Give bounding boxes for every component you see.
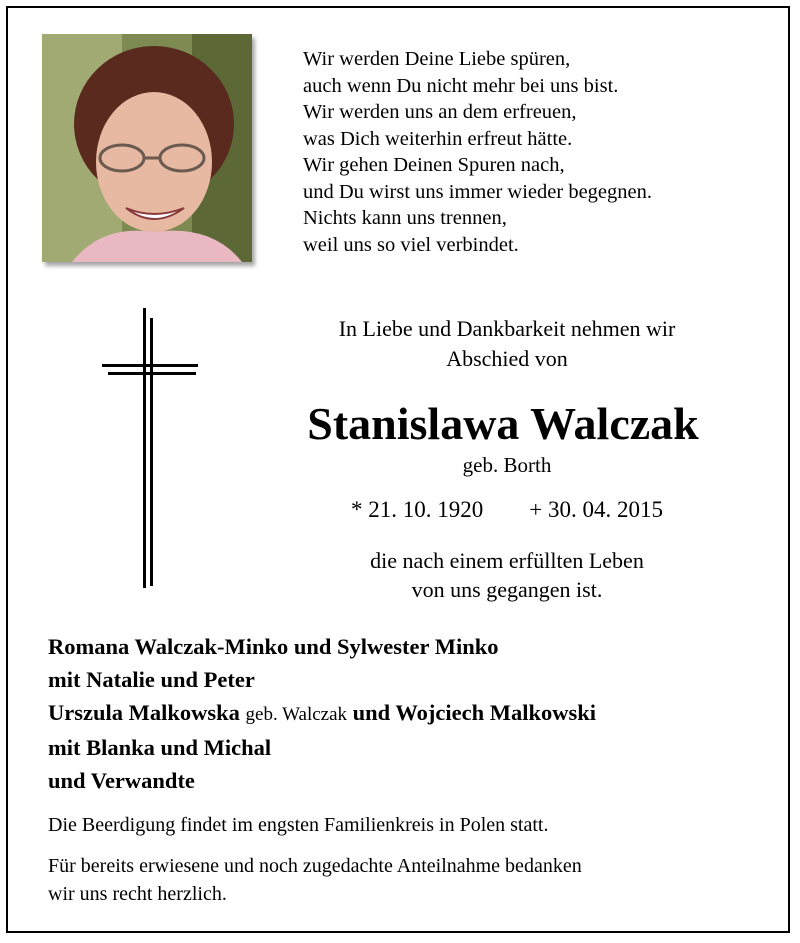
poem-line: auch wenn Du nicht mehr bei uns bist. xyxy=(303,74,619,97)
family-line: Romana Walczak-Minko und Sylwester Minko xyxy=(48,634,499,659)
poem-line: weil uns so viel verbindet. xyxy=(303,233,519,256)
thanks-line: wir uns recht herzlich. xyxy=(48,883,227,905)
thanks-note xyxy=(48,852,582,908)
thanks-line: Für bereits erwiesene und noch zugedachte Anteilnahme bedanken xyxy=(48,855,582,877)
deceased-name: Stanislawa Walczak xyxy=(307,398,699,449)
birth-date: * 21. 10. 1920 xyxy=(351,497,484,522)
family-line: und Verwandte xyxy=(48,768,195,793)
family-list xyxy=(48,630,778,797)
family-line: mit Natalie und Peter xyxy=(48,667,255,692)
cross-icon xyxy=(100,308,200,588)
portrait-photo xyxy=(42,34,252,262)
poem xyxy=(303,46,773,258)
family-line: mit Blanka und Michal xyxy=(48,735,272,760)
after-text xyxy=(240,546,774,604)
family-line xyxy=(48,696,778,731)
life-dates xyxy=(240,496,774,524)
intro-line: Abschied von xyxy=(446,346,568,371)
after-line: von uns gegangen ist. xyxy=(411,577,603,602)
funeral-note: Die Beerdigung findet im engsten Familienkreis in Polen statt. xyxy=(48,814,549,836)
intro-text xyxy=(240,314,774,374)
poem-line: Wir gehen Deinen Spuren nach, xyxy=(303,154,565,176)
poem-line: Wir werden Deine Liebe spüren, xyxy=(303,48,571,70)
poem-line: Nichts kann uns trennen, xyxy=(303,207,507,229)
poem-line: und Du wirst uns immer wieder begegnen. xyxy=(303,180,652,203)
family-birth-name: geb. Walczak xyxy=(245,704,348,725)
death-date: + 30. 04. 2015 xyxy=(529,497,663,522)
birth-name: geb. Borth xyxy=(462,453,552,477)
after-line: die nach einem erfüllten Leben xyxy=(370,548,644,573)
family-name: Urszula Malkowska xyxy=(48,700,240,725)
poem-line: Wir werden uns an dem erfreuen, xyxy=(303,101,577,123)
intro-line: In Liebe und Dankbarkeit nehmen wir xyxy=(338,316,676,341)
poem-line: was Dich weiterhin erfreut hätte. xyxy=(303,127,573,150)
family-name: und Wojciech Malkowski xyxy=(352,700,597,725)
